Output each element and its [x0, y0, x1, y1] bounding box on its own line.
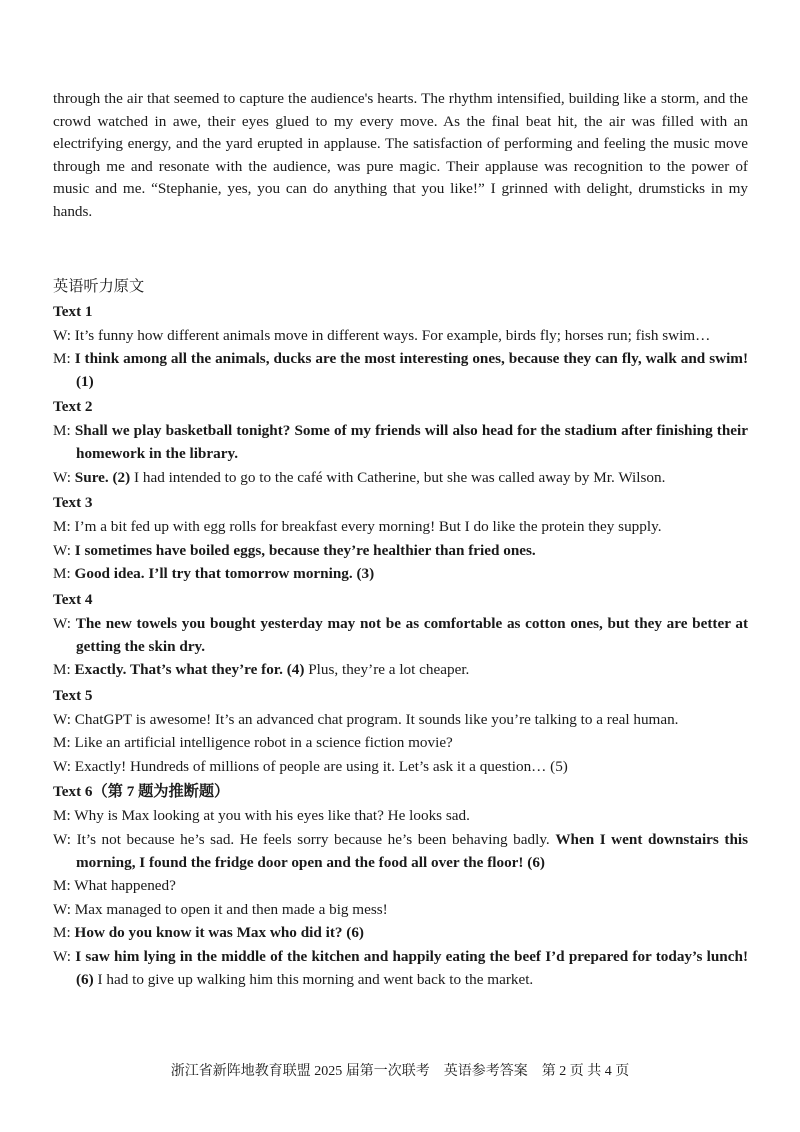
line-text: Why is Max looking at you with his eyes like that? He looks sad. — [74, 807, 470, 825]
text-label: Text 3 — [53, 494, 93, 512]
line-text: I had to give up walking him this morning and went back to the market. — [97, 970, 534, 988]
dialogue-line — [53, 613, 748, 658]
dialogue-line — [53, 756, 748, 779]
dialogue-line — [53, 325, 748, 348]
text-label: Text 2 — [53, 398, 93, 416]
dialogue-line — [53, 467, 748, 490]
dialogue-line — [53, 659, 748, 682]
dialogue-line — [53, 540, 748, 563]
line-text: Exactly! Hundreds of millions of people are using it. Let’s ask it a question… (5) — [74, 757, 568, 775]
dialogue-line — [53, 829, 748, 874]
dialogue-line — [53, 732, 748, 755]
text-label: Text 5 — [53, 686, 93, 704]
speaker-tag: W: — [53, 757, 71, 775]
line-text: What happened? — [74, 877, 176, 895]
speaker-tag: W: — [53, 900, 71, 918]
speaker-tag: W: — [53, 468, 71, 486]
speaker-tag: M: — [53, 734, 71, 752]
top-paragraph: through the air that seemed to capture the audience's hearts. The rhythm intensified, building like a storm, and the crowd watched in awe, their eyes glued to my every move. As the final beat hit, the air was filled with an electrifying energy, and the yard erupted in applause. The satisfaction of performing and feeling the music move through me and resonate with the audience, was pure magic. Their applause was recognition to the power of music and me. “Stephanie, yes, you can do anything that you like!” I grinned with delight, drumsticks in my hands. — [53, 90, 748, 220]
page-footer: 浙江省新阵地教育联盟 2025 届第一次联考 英语参考答案 第 2 页 共 4 页 — [170, 1064, 630, 1079]
dialogue-line — [53, 516, 748, 539]
dialogue-line — [53, 709, 748, 732]
line-text: Max managed to open it and then made a big mess! — [74, 900, 388, 918]
listening-transcript — [53, 301, 748, 992]
dialogue-line — [53, 805, 748, 828]
line-text: It’s not because he’s sad. He feels sorry because he’s been behaving badly. — [76, 831, 550, 849]
key-sentence: I sometimes have boiled eggs, because they’re healthier than fried ones. — [74, 541, 536, 559]
dialogue-line — [53, 563, 748, 586]
text-label: Text 4 — [53, 590, 93, 608]
key-sentence: I think among all the animals, ducks are the most interesting ones, because they can fly, walk and swim! (1) — [74, 350, 748, 390]
dialogue-line — [53, 899, 748, 922]
key-sentence: The new towels you bought yesterday may not be as comfortable as cotton ones, but they are better at getting the skin dry. — [75, 614, 749, 655]
speaker-tag: W: — [53, 541, 71, 559]
line-text: ChatGPT is awesome! It’s an advanced chat program. It sounds like you’re talking to a real human. — [74, 710, 679, 728]
speaker-tag: M: — [53, 518, 71, 536]
key-sentence: Good idea. I’ll try that tomorrow morning. (3) — [74, 565, 375, 583]
dialogue-line — [53, 348, 748, 393]
line-text: I’m a bit fed up with egg rolls for breakfast every morning! But I do like the protein they supply. — [74, 518, 662, 536]
line-text: Plus, they’re a lot cheaper. — [308, 661, 470, 679]
speaker-tag: M: — [53, 807, 71, 825]
speaker-tag: M: — [53, 661, 71, 679]
text-label: Text 1 — [53, 302, 93, 320]
dialogue-line — [53, 420, 748, 465]
document-page — [53, 88, 748, 992]
speaker-tag: M: — [53, 565, 71, 583]
key-sentence: Shall we play basketball tonight? Some of my friends will also head for the stadium after finishing their homework in the library. — [74, 422, 748, 462]
speaker-tag: M: — [53, 422, 71, 440]
key-sentence: I saw him lying in the middle of the kitchen and happily eating the beef I’d prepared for today’s lunch! (6) — [75, 948, 748, 988]
speaker-tag: M: — [53, 877, 71, 895]
speaker-tag: W: — [53, 831, 71, 849]
speaker-tag: W: — [53, 710, 71, 728]
line-text: I had intended to go to the café with Catherine, but she was called away by Mr. Wilson. — [134, 468, 666, 486]
speaker-tag: M: — [53, 924, 71, 942]
text-label: Text 6（第 7 题为推断题） — [53, 783, 230, 801]
dialogue-line — [53, 922, 748, 945]
key-sentence: How do you know it was Max who did it? (6) — [74, 924, 364, 942]
section-heading: 英语听力原文 — [53, 277, 145, 295]
line-text: It’s funny how different animals move in different ways. For example, birds fly; horses run; fish swim… — [74, 326, 711, 344]
dialogue-line — [53, 946, 748, 991]
key-sentence: Sure. (2) — [74, 468, 131, 486]
speaker-tag: M: — [53, 350, 71, 368]
dialogue-line — [53, 875, 748, 898]
speaker-tag: W: — [53, 326, 71, 344]
speaker-tag: W: — [53, 614, 71, 632]
key-sentence: Exactly. That’s what they’re for. (4) — [74, 661, 305, 679]
key-sentence: When I went downstairs this morning, I found the fridge door open and the food all over the floor! (6) — [76, 831, 749, 871]
speaker-tag: W: — [53, 948, 71, 966]
line-text: Like an artificial intelligence robot in a science fiction movie? — [74, 734, 453, 752]
